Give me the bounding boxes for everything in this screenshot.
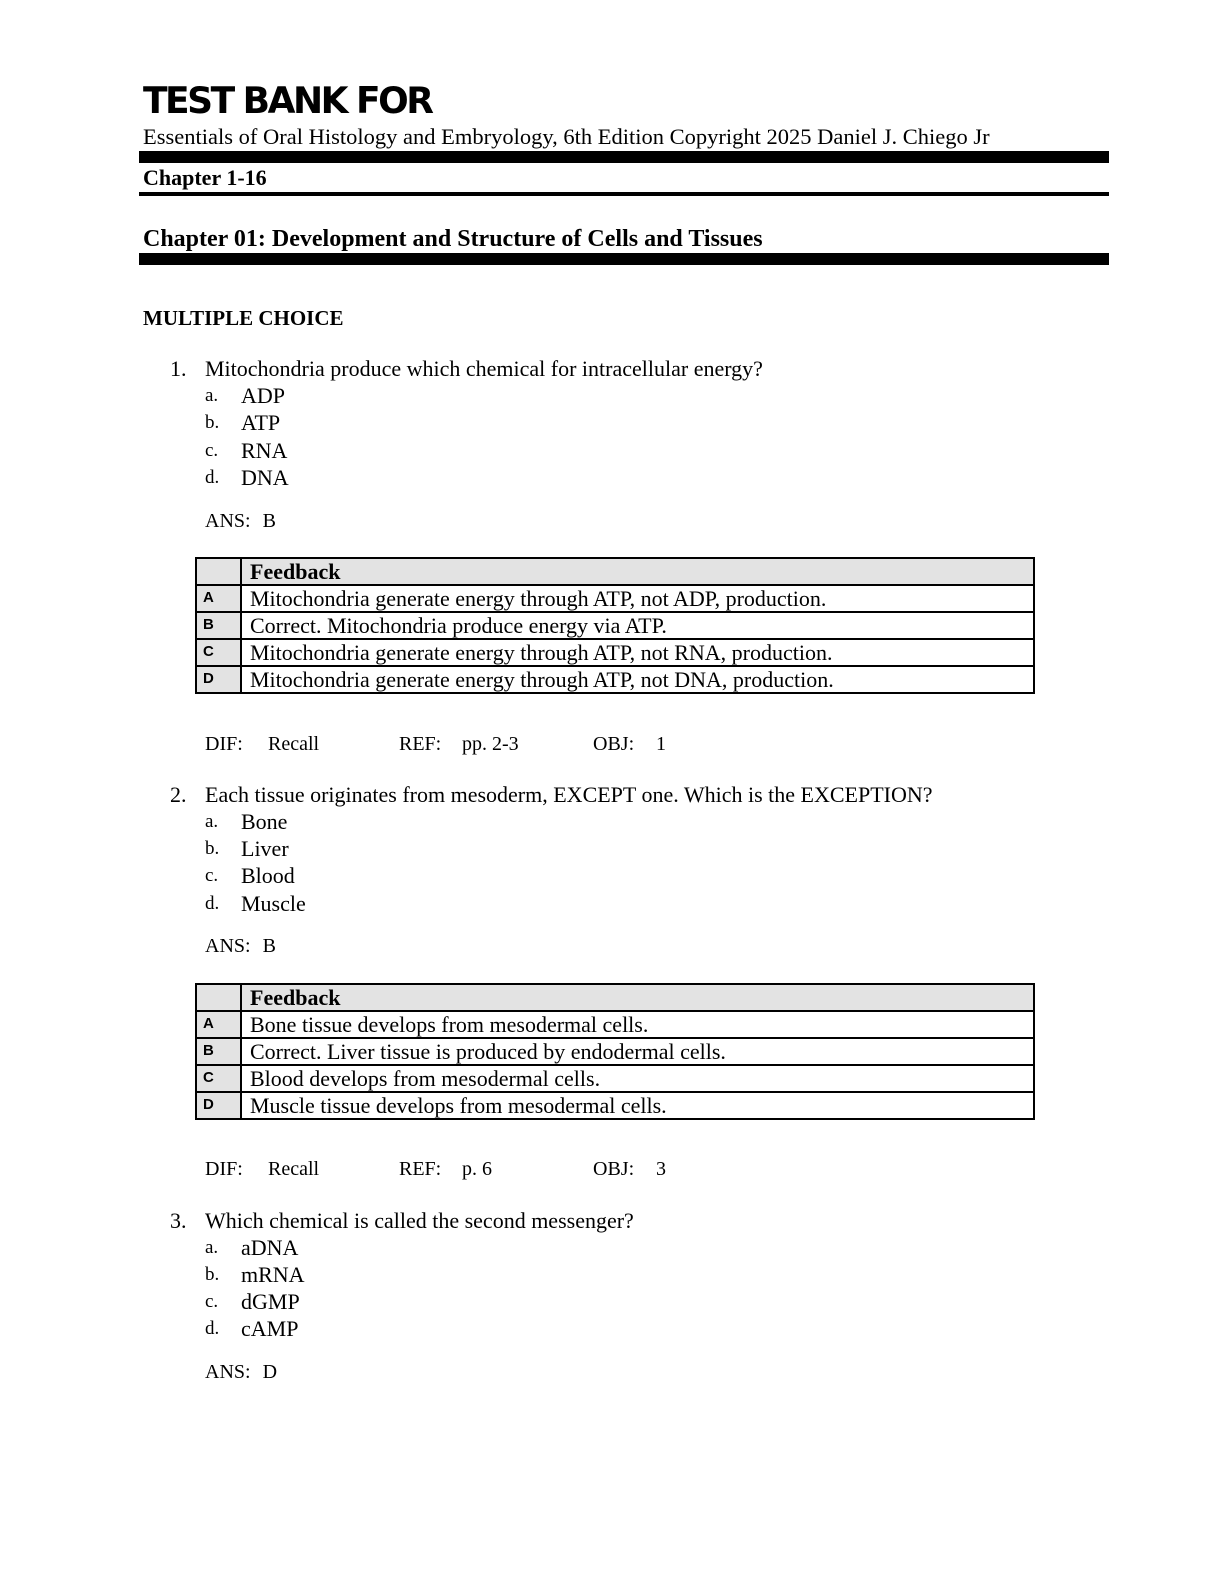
feedback-row: [196, 639, 1034, 666]
option-letter: d.: [205, 1318, 220, 1339]
feedback-row: [196, 585, 1034, 612]
answer-label: ANS:: [205, 935, 251, 957]
option-text: ATP: [241, 410, 281, 435]
option-letter: d.: [205, 467, 220, 488]
chapter-rule: [139, 253, 1109, 265]
dif-label: DIF:: [205, 1158, 243, 1180]
feedback-text: Bone tissue develops from mesodermal cells.: [241, 1011, 1034, 1038]
option-text: cAMP: [241, 1316, 299, 1341]
ref-label: REF:: [399, 1158, 442, 1180]
question-text: Which chemical is called the second messenger?: [205, 1208, 634, 1233]
question-text: Each tissue originates from mesoderm, EXCEPT one. Which is the EXCEPTION?: [205, 782, 933, 807]
ref-value: p. 6: [462, 1158, 492, 1180]
feedback-row: [196, 666, 1034, 693]
feedback-key: A: [196, 585, 241, 612]
feedback-key: A: [196, 1011, 241, 1038]
feedback-text: Muscle tissue develops from mesodermal cells.: [241, 1092, 1034, 1119]
answer-label: ANS:: [205, 510, 251, 532]
option-text: aDNA: [241, 1235, 299, 1260]
question-number: 2.: [170, 782, 187, 807]
answer-value: B: [262, 510, 276, 532]
feedback-key-header: [196, 984, 241, 1011]
option-text: dGMP: [241, 1289, 300, 1314]
answer-value: B: [262, 935, 276, 957]
feedback-row: [196, 1011, 1034, 1038]
feedback-header: Feedback: [241, 984, 1034, 1011]
feedback-key: C: [196, 639, 241, 666]
feedback-key: D: [196, 666, 241, 693]
option-text: ADP: [241, 383, 286, 408]
option-letter: d.: [205, 893, 220, 914]
option-letter: c.: [205, 440, 219, 461]
dif-label: DIF:: [205, 733, 243, 755]
test-bank-title: TEST BANK FOR: [143, 80, 432, 123]
feedback-row: [196, 612, 1034, 639]
feedback-row: [196, 1065, 1034, 1092]
obj-label: OBJ:: [593, 1158, 635, 1180]
feedback-row: [196, 1092, 1034, 1119]
ref-value: pp. 2-3: [462, 733, 519, 755]
dif-value: Recall: [268, 1158, 320, 1180]
feedback-key: B: [196, 1038, 241, 1065]
question-number: 3.: [170, 1208, 187, 1233]
question-number: 1.: [170, 356, 187, 381]
option-letter: b.: [205, 412, 220, 433]
feedback-text: Blood develops from mesodermal cells.: [241, 1065, 1034, 1092]
question-text: Mitochondria produce which chemical for intracellular energy?: [205, 356, 763, 381]
option-text: mRNA: [241, 1262, 305, 1287]
feedback-header-row: [196, 984, 1034, 1011]
feedback-table: [195, 983, 1035, 1120]
feedback-key: B: [196, 612, 241, 639]
feedback-header: Feedback: [241, 558, 1034, 585]
option-letter: a.: [205, 385, 219, 406]
feedback-key: C: [196, 1065, 241, 1092]
dif-value: Recall: [268, 733, 320, 755]
option-letter: a.: [205, 1237, 219, 1258]
feedback-text: Mitochondria generate energy through ATP, not RNA, production.: [241, 639, 1034, 666]
header-rule-thin: [139, 192, 1109, 196]
answer-line: [205, 508, 276, 534]
option-text: DNA: [241, 465, 289, 490]
option-text: Bone: [241, 809, 288, 834]
option-text: Blood: [241, 863, 295, 888]
option-letter: a.: [205, 811, 219, 832]
answer-label: ANS:: [205, 1361, 251, 1383]
obj-value: 3: [656, 1158, 666, 1180]
option-letter: c.: [205, 1291, 219, 1312]
option-text: RNA: [241, 438, 288, 463]
feedback-key-header: [196, 558, 241, 585]
section-title: MULTIPLE CHOICE: [143, 306, 344, 330]
option-letter: c.: [205, 865, 219, 886]
feedback-text: Correct. Liver tissue is produced by endodermal cells.: [241, 1038, 1034, 1065]
feedback-header-row: [196, 558, 1034, 585]
option-letter: b.: [205, 1264, 220, 1285]
feedback-text: Correct. Mitochondria produce energy via ATP.: [241, 612, 1034, 639]
option-text: Liver: [241, 836, 289, 861]
answer-line: [205, 1359, 277, 1385]
book-subtitle: Essentials of Oral Histology and Embryology, 6th Edition Copyright 2025 Daniel J. Chiego Jr: [143, 124, 990, 149]
feedback-row: [196, 1038, 1034, 1065]
option-text: Muscle: [241, 891, 306, 916]
obj-value: 1: [656, 733, 666, 755]
feedback-table: [195, 557, 1035, 694]
chapter-title: Chapter 01: Development and Structure of Cells and Tissues: [143, 226, 763, 252]
obj-label: OBJ:: [593, 733, 635, 755]
answer-line: [205, 933, 276, 959]
ref-label: REF:: [399, 733, 442, 755]
feedback-text: Mitochondria generate energy through ATP, not ADP, production.: [241, 585, 1034, 612]
header-rule-thick: [139, 151, 1109, 163]
option-letter: b.: [205, 838, 220, 859]
feedback-text: Mitochondria generate energy through ATP, not DNA, production.: [241, 666, 1034, 693]
chapter-range: Chapter 1-16: [143, 165, 267, 190]
answer-value: D: [262, 1361, 278, 1383]
feedback-key: D: [196, 1092, 241, 1119]
